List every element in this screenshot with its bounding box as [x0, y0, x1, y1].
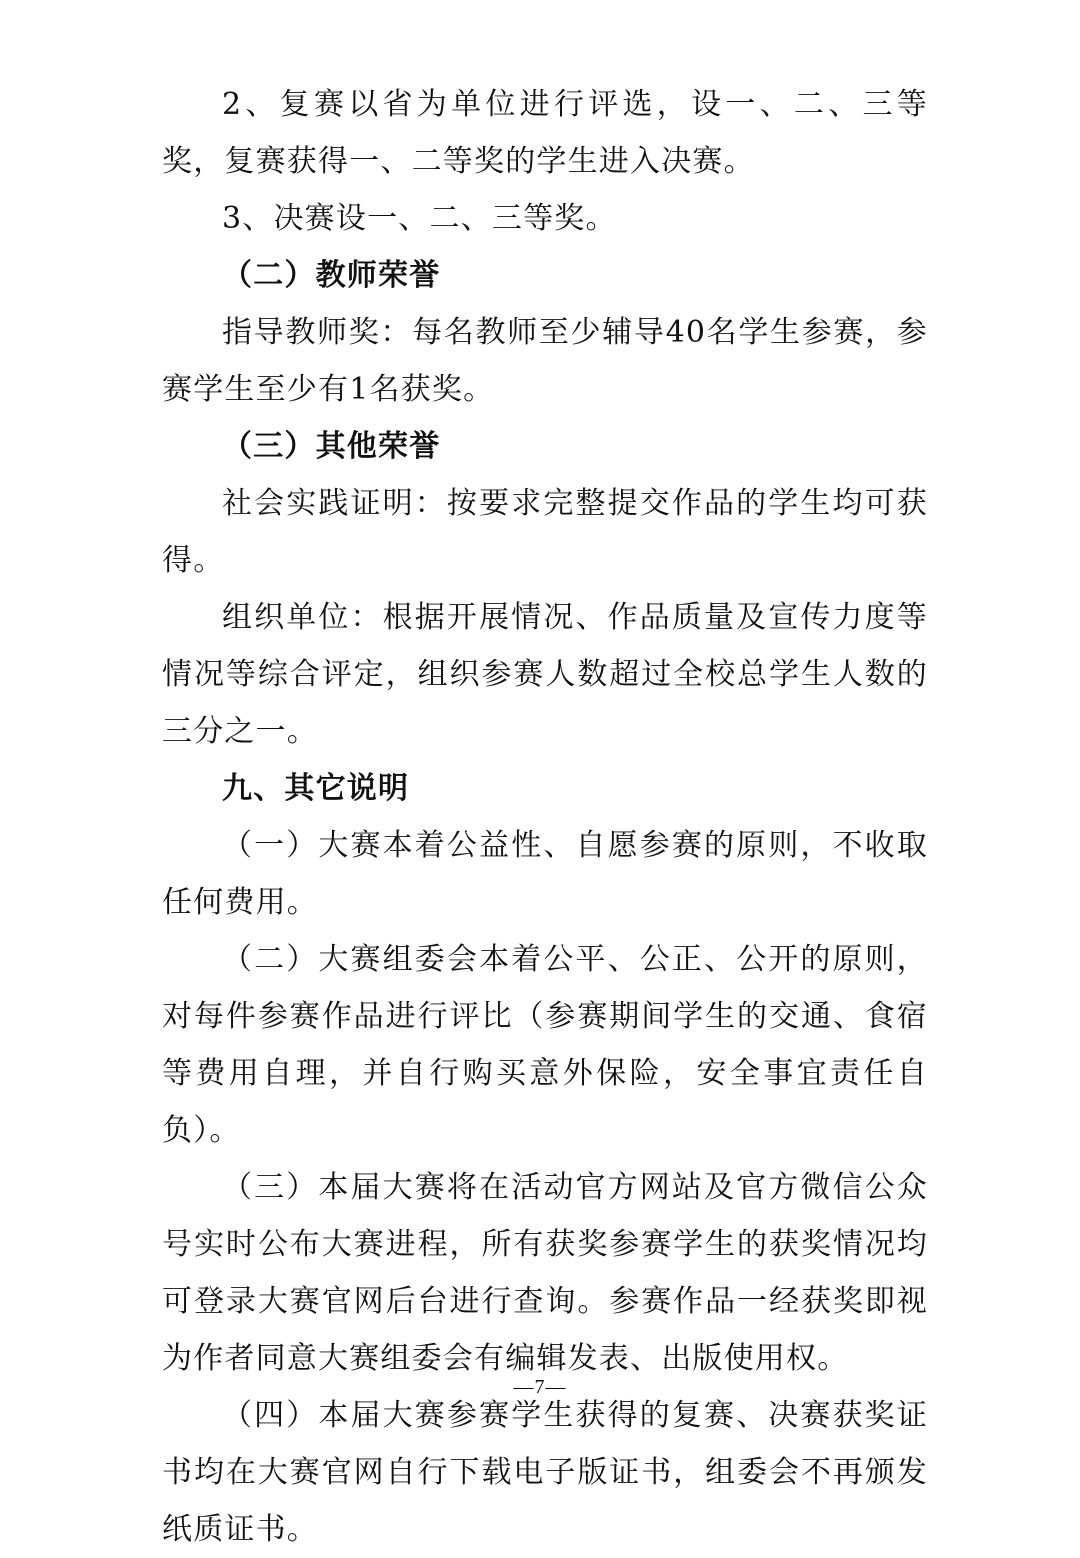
heading-other-notes: 九、其它说明 [222, 771, 410, 806]
paragraph-note-3: （三）本届大赛将在活动官方网站及官方微信公众号实时公布大赛进程，所有获奖参赛学生的获奖情况均可登录大赛官网后台进行查询。参赛作品一经获奖即视为作者同意大赛组委会有编辑发表、出版使用权。 [162, 1170, 928, 1376]
page-number: —7— [513, 1376, 567, 1398]
paragraph-final-awards-advance: 2、复赛以省为单位进行评选，设一、二、三等奖，复赛获得一、二等奖的学生进入决赛。 [162, 87, 928, 179]
heading-other-honors: （三）其他荣誉 [222, 429, 441, 464]
paragraph-note-1: （一）大赛本着公益性、自愿参赛的原则，不收取任何费用。 [162, 828, 928, 920]
paragraph-social-practice: 社会实践证明：按要求完整提交作品的学生均可获得。 [162, 486, 928, 578]
heading-teacher-honors: （二）教师荣誉 [222, 258, 441, 293]
paragraph-final-awards: 3、决赛设一、二、三等奖。 [222, 201, 617, 236]
paragraph-teacher-award: 指导教师奖：每名教师至少辅导40名学生参赛，参赛学生至少有1名获奖。 [162, 315, 928, 407]
paragraph-note-4: （四）本届大赛参赛学生获得的复赛、决赛获奖证书均在大赛官网自行下载电子版证书，组委会不再颁发纸质证书。 [162, 1398, 928, 1547]
paragraph-organizing-unit: 组织单位：根据开展情况、作品质量及宣传力度等情况等综合评定，组织参赛人数超过全校总学生人数的三分之一。 [162, 600, 928, 749]
paragraph-note-2: （二）大赛组委会本着公平、公正、公开的原则，对每件参赛作品进行评比（参赛期间学生的交通、食宿等费用自理，并自行购买意外保险，安全事宜责任自负）。 [162, 942, 928, 1148]
document-body [162, 76, 928, 1558]
